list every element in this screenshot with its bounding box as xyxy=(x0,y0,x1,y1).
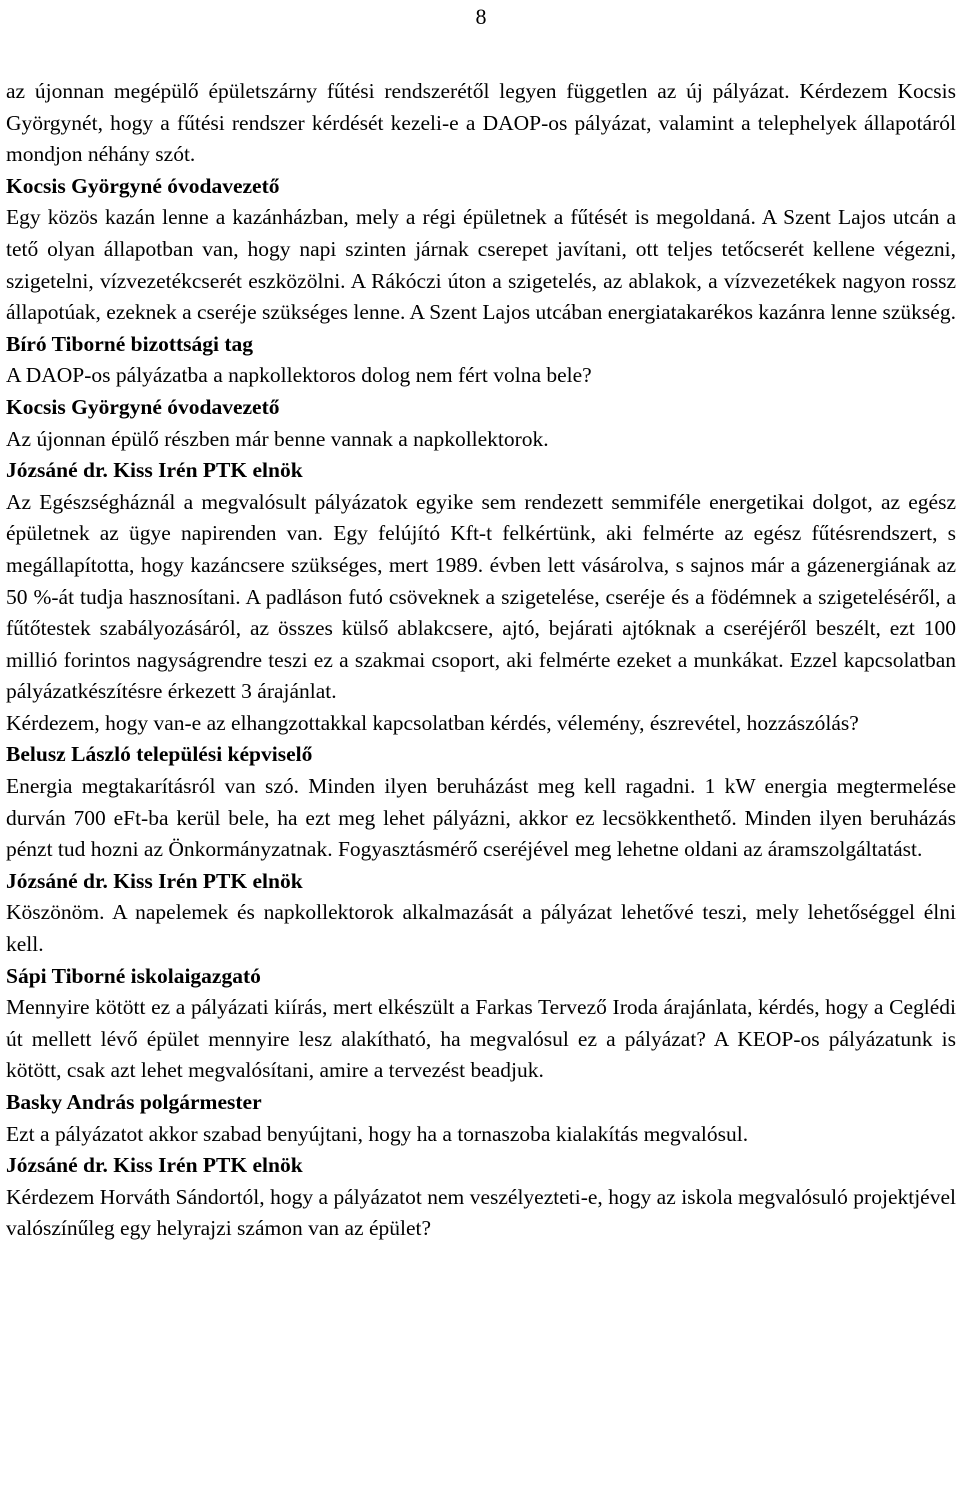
paragraph-belusz-comment: Energia megtakarításról van szó. Minden ilyen beruházást meg kell ragadni. 1 kW energia megtermelése durván 700 eFt-ba kerül bele, ha ezt meg lehet pályázni, akkor ez lecsökkenthető. Minden ilyen beruházás pénzt tud hozni az Önkormányzatnak. Fogyasztásmérő cseréjével meg lehetne oldani az áramszolgáltatást. xyxy=(6,774,956,862)
paragraph-biro-question: A DAOP-os pályázatba a napkollektoros dolog nem fért volna bele? xyxy=(6,363,592,388)
paragraph-kocsis-answer-1: Egy közös kazán lenne a kazánházban, mely a régi épületnek a fűtését is megoldaná. A Szent Lajos utcán a tető olyan állapotban van, hogy napi szinten járnak cserepet javítani, ott teljes tetőcserét kellene végezni, szigetelni, vízvezetékcserét eszközölni. A Rákóczi úton a szigetelés, az ablakok, a vízvezetékek nagyon rossz állapotúak, ezeknek a cseréje szükséges lenne. A Szent Lajos utcában energiatakarékos kazánra lenne szükség. xyxy=(6,205,956,325)
paragraph-jozsane-final-question: Kérdezem Horváth Sándortól, hogy a pályázatot nem veszélyezteti-e, hogy az iskola megvalósuló projektjével valószínűleg egy helyrajzi számon van az épület? xyxy=(6,1184,956,1241)
paragraph-sapi-question: Mennyire kötött ez a pályázati kiírás, mert elkészült a Farkas Tervező Iroda árajánlata, kérdés, hogy a Ceglédi út mellett lévő épület mennyire lesz alakítható, ha megvalósul ez a pályázat? A KEOP-os pályázatunk is kötött, csak azt lehet megvalósítani, amire a tervezést beadjuk. xyxy=(6,995,956,1083)
paragraph-kocsis-answer-2: Az újonnan épülő részben már benne vannak a napkollektorok. xyxy=(6,426,549,451)
speaker-basky: Basky András polgármester xyxy=(6,1090,262,1114)
speaker-jozsane-3: Józsáné dr. Kiss Irén PTK elnök xyxy=(6,1153,303,1178)
speaker-jozsane-1: Józsáné dr. Kiss Irén PTK elnök xyxy=(6,458,303,483)
paragraph-jozsane-question: Kérdezem, hogy van-e az elhangzottakkal kapcsolatban kérdés, vélemény, észrevétel, hozzászólás? xyxy=(6,710,859,735)
paragraph-jozsane-statement: Az Egészségháznál a megvalósult pályázatok egyike sem rendezett semmiféle energetikai dolgot, az egész épületnek az ügye napirenden van. Egy felújító Kft-t felkértünk, aki felmérte az egész fűtésrendszert, s megállapította, hogy kazáncsere szükséges, mert 1989. évben lett vásárolva, s sajnos már a gázenergiának az 50 %-át tudja hasznosítani. A padláson futó csöveknek a szigetelése, cseréje és a födémnek a szigeteléséről, a fűtőtestek szabályozásáról, az összes külső ablakcsere, ajtó, bejárati ajtóknak a cseréjéről beszélt, ezt 100 millió forintos nagyságrendre teszi ez a szakmai csoport, aki felmérte ezeket a munkákat. Ezzel kapcsolatban pályázatkészítésre érkezett 3 árajánlat. xyxy=(6,489,956,704)
paragraph-basky-answer: Ezt a pályázatot akkor szabad benyújtani, hogy ha a tornaszoba kialakítás megvalósul. xyxy=(6,1121,749,1146)
speaker-jozsane-2: Józsáné dr. Kiss Irén PTK elnök xyxy=(6,868,303,893)
speaker-kocsis-1: Kocsis Györgyné óvodavezető xyxy=(6,173,280,198)
paragraph-jozsane-thanks: Köszönöm. A napelemek és napkollektorok alkalmazását a pályázat lehetővé teszi, mely lehetőséggel élni kell. xyxy=(6,900,956,957)
paragraph-intro-question: az újonnan megépülő épületszárny fűtési rendszerétől legyen független az új pályázat. Kérdezem Kocsis Györgynét, hogy a fűtési rendszer kérdését kezeli-e a DAOP-os pályázat, valamint a telephelyek állapotáról mondjon néhány szót. xyxy=(6,79,956,167)
speaker-sapi: Sápi Tiborné iskolaigazgató xyxy=(6,963,261,988)
speaker-belusz: Belusz László települési képviselő xyxy=(6,742,313,767)
speaker-kocsis-2: Kocsis Györgyné óvodavezető xyxy=(6,394,280,419)
page-number: 8 xyxy=(475,4,487,29)
document-body xyxy=(6,76,956,1245)
speaker-biro: Bíró Tiborné bizottsági tag xyxy=(6,331,254,356)
